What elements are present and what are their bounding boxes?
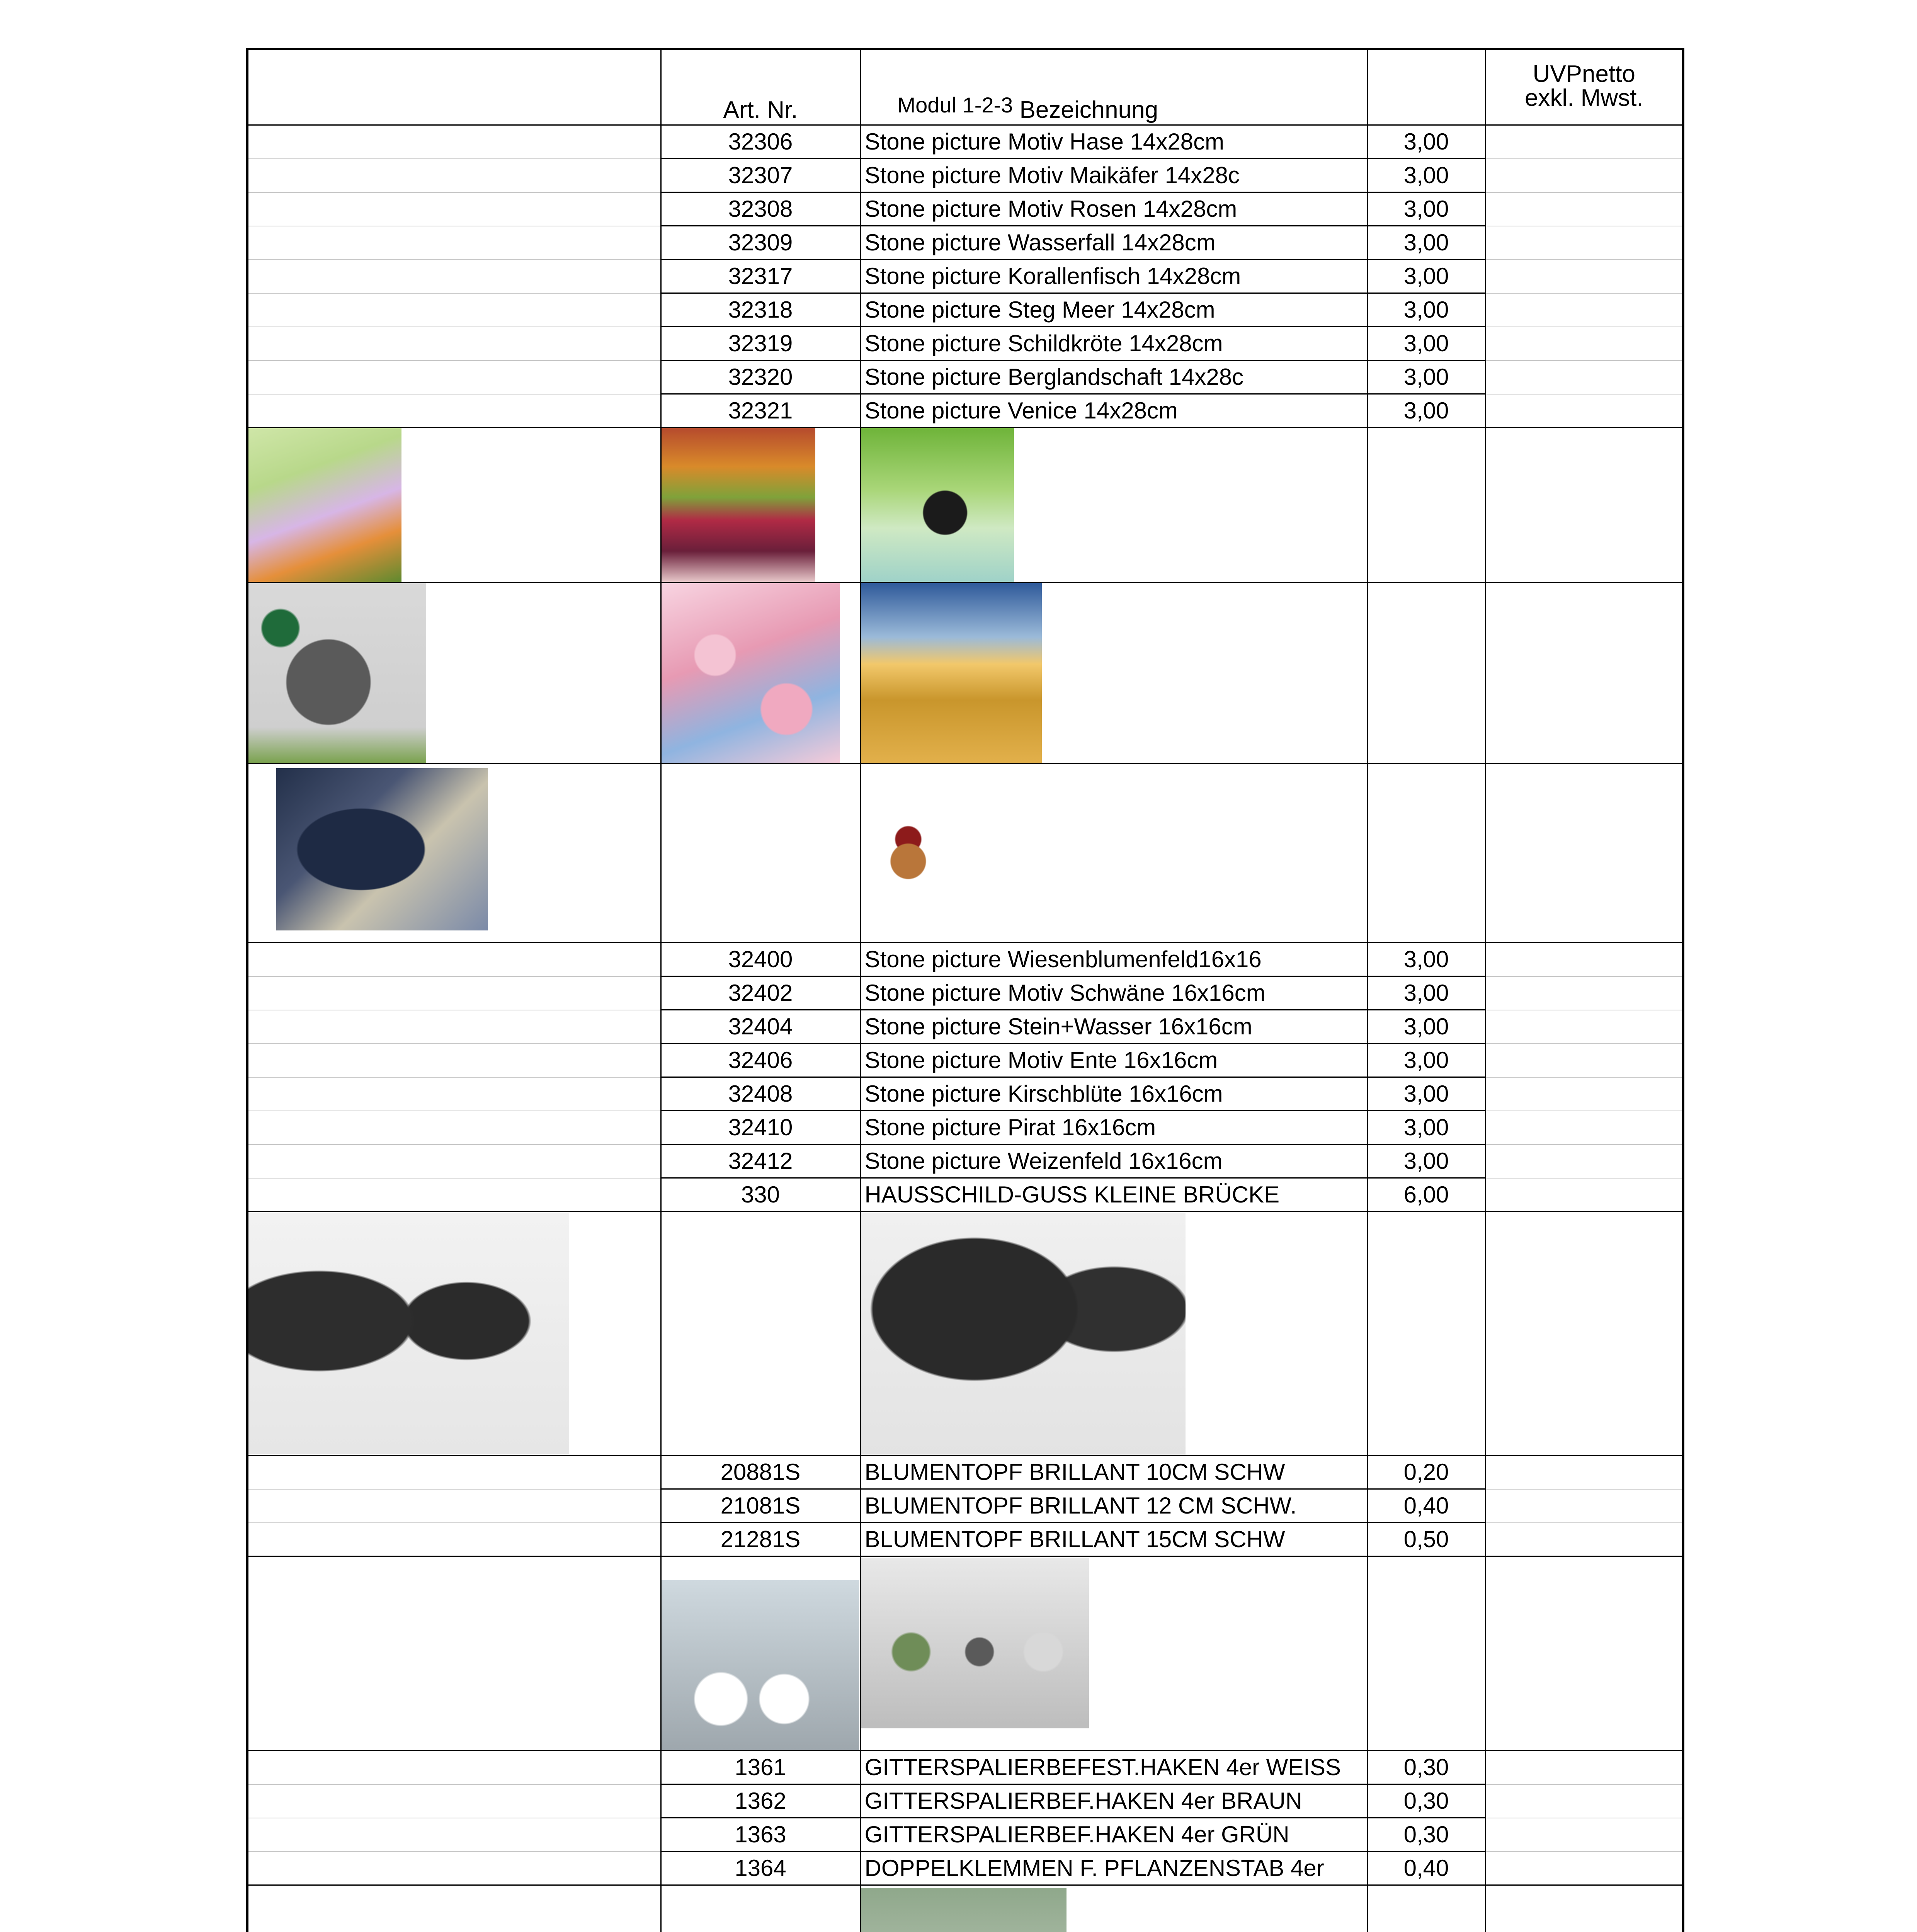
article-number: 21081S	[661, 1489, 860, 1523]
table-row	[247, 943, 1683, 976]
image-cell	[1367, 1212, 1485, 1456]
image-cell	[860, 1885, 1367, 1932]
table-row	[247, 361, 1683, 394]
table-row	[247, 260, 1683, 293]
article-price: 3,00	[1367, 361, 1485, 394]
uvp-cell	[1485, 1456, 1683, 1489]
article-number: 1364	[661, 1852, 860, 1885]
article-description: Stone picture Motiv Hase 14x28cm	[860, 125, 1367, 159]
header-image-cell	[247, 49, 661, 125]
cherry-blossom-photo	[662, 583, 840, 763]
row-image-cell	[247, 159, 661, 192]
article-description: Stone picture Wasserfall 14x28cm	[860, 226, 1367, 260]
article-price: 3,00	[1367, 226, 1485, 260]
row-image-cell	[247, 1489, 661, 1523]
image-row	[247, 583, 1683, 764]
image-cell	[247, 764, 661, 943]
uvp-cell	[1485, 1044, 1683, 1077]
image-cell	[860, 764, 1367, 943]
flowers-butterfly-photo	[248, 428, 401, 582]
image-cell	[247, 1212, 661, 1456]
uvp-cell	[1485, 1010, 1683, 1044]
uvp-cell	[1485, 1077, 1683, 1111]
article-price: 3,00	[1367, 976, 1485, 1010]
article-description: DOPPELKLEMMEN F. PFLANZENSTAB 4er	[860, 1852, 1367, 1885]
article-number: 32308	[661, 192, 860, 226]
table-header-row	[247, 49, 1683, 125]
uvp-cell	[1485, 1111, 1683, 1145]
article-price: 3,00	[1367, 159, 1485, 192]
article-description: GITTERSPALIERBEFEST.HAKEN 4er WEISS	[860, 1751, 1367, 1784]
image-cell	[1367, 583, 1485, 764]
table-row	[247, 1044, 1683, 1077]
article-price: 3,00	[1367, 1010, 1485, 1044]
article-price: 0,30	[1367, 1751, 1485, 1784]
row-image-cell	[247, 1111, 661, 1145]
table-row	[247, 1784, 1683, 1818]
image-cell	[860, 583, 1367, 764]
article-number: 20881S	[661, 1456, 860, 1489]
table-row	[247, 394, 1683, 428]
uvp-cell	[1485, 192, 1683, 226]
article-price: 3,00	[1367, 327, 1485, 361]
uvp-cell	[1485, 394, 1683, 428]
image-cell	[661, 583, 860, 764]
row-image-cell	[247, 1010, 661, 1044]
article-description: Stone picture Schildkröte 14x28cm	[860, 327, 1367, 361]
image-cell	[860, 1212, 1367, 1456]
wheat-field-photo	[861, 583, 1042, 763]
table-row	[247, 125, 1683, 159]
article-price: 0,20	[1367, 1456, 1485, 1489]
article-price: 3,00	[1367, 125, 1485, 159]
image-cell	[247, 1885, 661, 1932]
article-number: 32307	[661, 159, 860, 192]
table-row	[247, 1818, 1683, 1852]
row-image-cell	[247, 260, 661, 293]
image-cell	[1485, 1885, 1683, 1932]
row-image-cell	[247, 1178, 661, 1212]
row-image-cell	[247, 943, 661, 976]
article-number: 32321	[661, 394, 860, 428]
image-cell	[661, 764, 860, 943]
article-price: 0,30	[1367, 1784, 1485, 1818]
article-description: Stone picture Venice 14x28cm	[860, 394, 1367, 428]
row-image-cell	[247, 1044, 661, 1077]
uvp-cell	[1485, 159, 1683, 192]
article-description: Stone picture Motiv Schwäne 16x16cm	[860, 976, 1367, 1010]
article-price: 3,00	[1367, 1077, 1485, 1111]
header-description	[860, 49, 1367, 125]
article-price: 6,00	[1367, 1178, 1485, 1212]
image-row	[247, 428, 1683, 583]
image-cell	[661, 428, 860, 583]
article-number: 32320	[661, 361, 860, 394]
article-description: Stone picture Korallenfisch 14x28cm	[860, 260, 1367, 293]
image-cell	[247, 1556, 661, 1751]
row-image-cell	[247, 1852, 661, 1885]
article-price: 3,00	[1367, 192, 1485, 226]
row-image-cell	[247, 394, 661, 428]
image-cell	[247, 583, 661, 764]
uvp-cell	[1485, 226, 1683, 260]
article-number: 330	[661, 1178, 860, 1212]
flower-pots-photo	[248, 1212, 569, 1454]
article-number: 32404	[661, 1010, 860, 1044]
article-price: 0,40	[1367, 1852, 1485, 1885]
article-description: HAUSSCHILD-GUSS KLEINE BRÜCKE	[860, 1178, 1367, 1212]
table-row	[247, 327, 1683, 361]
table-row	[247, 1145, 1683, 1178]
article-number: 32400	[661, 943, 860, 976]
image-cell	[860, 1556, 1367, 1751]
autumn-lake-swans-photo	[662, 428, 815, 582]
image-cell	[1485, 764, 1683, 943]
article-price: 3,00	[1367, 293, 1485, 327]
header-art-nr: Art. Nr.	[661, 49, 860, 125]
image-cell	[1485, 583, 1683, 764]
article-number: 32408	[661, 1077, 860, 1111]
article-price: 0,30	[1367, 1818, 1485, 1852]
article-description: BLUMENTOPF BRILLANT 15CM SCHW	[860, 1523, 1367, 1556]
image-cell	[1367, 764, 1485, 943]
article-description: Stone picture Motiv Rosen 14x28cm	[860, 192, 1367, 226]
article-description: Stone picture Motiv Ente 16x16cm	[860, 1044, 1367, 1077]
article-number: 32412	[661, 1145, 860, 1178]
image-cell	[1485, 1556, 1683, 1751]
image-cell	[661, 1212, 860, 1456]
uvp-cell	[1485, 1818, 1683, 1852]
uvp-cell	[1485, 1178, 1683, 1212]
uvp-cell	[1485, 293, 1683, 327]
header-bezeichnung: Bezeichnung	[1019, 97, 1158, 123]
article-number: 32406	[661, 1044, 860, 1077]
article-number: 32402	[661, 976, 860, 1010]
row-image-cell	[247, 192, 661, 226]
article-number: 32309	[661, 226, 860, 260]
table-row	[247, 159, 1683, 192]
uvp-cell	[1485, 361, 1683, 394]
article-description: Stone picture Berglandschaft 14x28c	[860, 361, 1367, 394]
article-description: BLUMENTOPF BRILLANT 10CM SCHW	[860, 1456, 1367, 1489]
article-description: GITTERSPALIERBEF.HAKEN 4er BRAUN	[860, 1784, 1367, 1818]
row-image-cell	[247, 1456, 661, 1489]
article-description: Stone picture Wiesenblumenfeld16x16	[860, 943, 1367, 976]
decorative-hens-photo	[861, 1888, 1067, 1932]
uvp-cell	[1485, 125, 1683, 159]
table-row	[247, 1489, 1683, 1523]
image-cell	[247, 428, 661, 583]
article-number: 32319	[661, 327, 860, 361]
image-row	[247, 1885, 1683, 1932]
article-description: Stone picture Steg Meer 14x28cm	[860, 293, 1367, 327]
header-uvp-line1: UVPnetto	[1533, 61, 1635, 87]
zen-stones-photo	[861, 428, 1014, 582]
article-number: 32318	[661, 293, 860, 327]
uvp-cell	[1485, 1852, 1683, 1885]
table-row	[247, 1751, 1683, 1784]
article-number: 1361	[661, 1751, 860, 1784]
article-price: 3,00	[1367, 1145, 1485, 1178]
article-number: 32410	[661, 1111, 860, 1145]
table-row	[247, 1852, 1683, 1885]
uvp-cell	[1485, 1751, 1683, 1784]
table-row	[247, 192, 1683, 226]
image-cell	[1367, 1885, 1485, 1932]
table-row	[247, 1077, 1683, 1111]
article-description: Stone picture Kirschblüte 16x16cm	[860, 1077, 1367, 1111]
article-price: 0,50	[1367, 1523, 1485, 1556]
row-image-cell	[247, 1818, 661, 1852]
article-number: 32317	[661, 260, 860, 293]
uvp-cell	[1485, 1523, 1683, 1556]
row-image-cell	[247, 327, 661, 361]
table-row	[247, 1523, 1683, 1556]
article-description: Stone picture Motiv Maikäfer 14x28c	[860, 159, 1367, 192]
article-price: 0,40	[1367, 1489, 1485, 1523]
row-image-cell	[247, 293, 661, 327]
article-price: 3,00	[1367, 1111, 1485, 1145]
header-uvp	[1485, 49, 1683, 125]
image-row	[247, 1556, 1683, 1751]
trellis-hooks-assorted-photo	[861, 1558, 1089, 1728]
table-row	[247, 293, 1683, 327]
article-description: GITTERSPALIERBEF.HAKEN 4er GRÜN	[860, 1818, 1367, 1852]
row-image-cell	[247, 125, 661, 159]
image-cell	[1367, 1556, 1485, 1751]
image-cell	[1485, 428, 1683, 583]
header-price-cell	[1367, 49, 1485, 125]
uvp-cell	[1485, 260, 1683, 293]
pirate-skull-photo	[861, 795, 979, 942]
table-row	[247, 976, 1683, 1010]
article-description: Stone picture Weizenfeld 16x16cm	[860, 1145, 1367, 1178]
image-row	[247, 764, 1683, 943]
table-row	[247, 1010, 1683, 1044]
article-number: 1363	[661, 1818, 860, 1852]
row-image-cell	[247, 226, 661, 260]
header-uvp-line2: exkl. Mwst.	[1524, 85, 1643, 111]
table-row	[247, 226, 1683, 260]
price-table	[246, 48, 1684, 1932]
article-number: 1362	[661, 1784, 860, 1818]
row-image-cell	[247, 1145, 661, 1178]
uvp-cell	[1485, 976, 1683, 1010]
table-row	[247, 1178, 1683, 1212]
uvp-cell	[1485, 943, 1683, 976]
row-image-cell	[247, 1784, 661, 1818]
header-modul: Modul 1-2-3	[897, 93, 1013, 117]
image-row	[247, 1212, 1683, 1456]
image-cell	[661, 1885, 860, 1932]
row-image-cell	[247, 361, 661, 394]
uvp-cell	[1485, 1145, 1683, 1178]
flower-pots-closeup-photo	[861, 1212, 1186, 1455]
article-description: Stone picture Stein+Wasser 16x16cm	[860, 1010, 1367, 1044]
uvp-cell	[1485, 1489, 1683, 1523]
article-price: 3,00	[1367, 394, 1485, 428]
trellis-hooks-pack-photo	[662, 1580, 859, 1750]
image-cell	[1485, 1212, 1683, 1456]
mallard-duck-photo	[248, 583, 426, 763]
table-row	[247, 1111, 1683, 1145]
article-description: BLUMENTOPF BRILLANT 12 CM SCHW.	[860, 1489, 1367, 1523]
cast-iron-sign-photo	[276, 768, 488, 930]
row-image-cell	[247, 976, 661, 1010]
article-price: 3,00	[1367, 260, 1485, 293]
article-price: 3,00	[1367, 943, 1485, 976]
row-image-cell	[247, 1077, 661, 1111]
article-number: 21281S	[661, 1523, 860, 1556]
row-image-cell	[247, 1523, 661, 1556]
image-cell	[860, 428, 1367, 583]
article-price: 3,00	[1367, 1044, 1485, 1077]
uvp-cell	[1485, 327, 1683, 361]
price-list-sheet	[246, 48, 1682, 1932]
table-row	[247, 1456, 1683, 1489]
article-description: Stone picture Pirat 16x16cm	[860, 1111, 1367, 1145]
image-cell	[661, 1556, 860, 1751]
row-image-cell	[247, 1751, 661, 1784]
image-cell	[1367, 428, 1485, 583]
article-number: 32306	[661, 125, 860, 159]
uvp-cell	[1485, 1784, 1683, 1818]
